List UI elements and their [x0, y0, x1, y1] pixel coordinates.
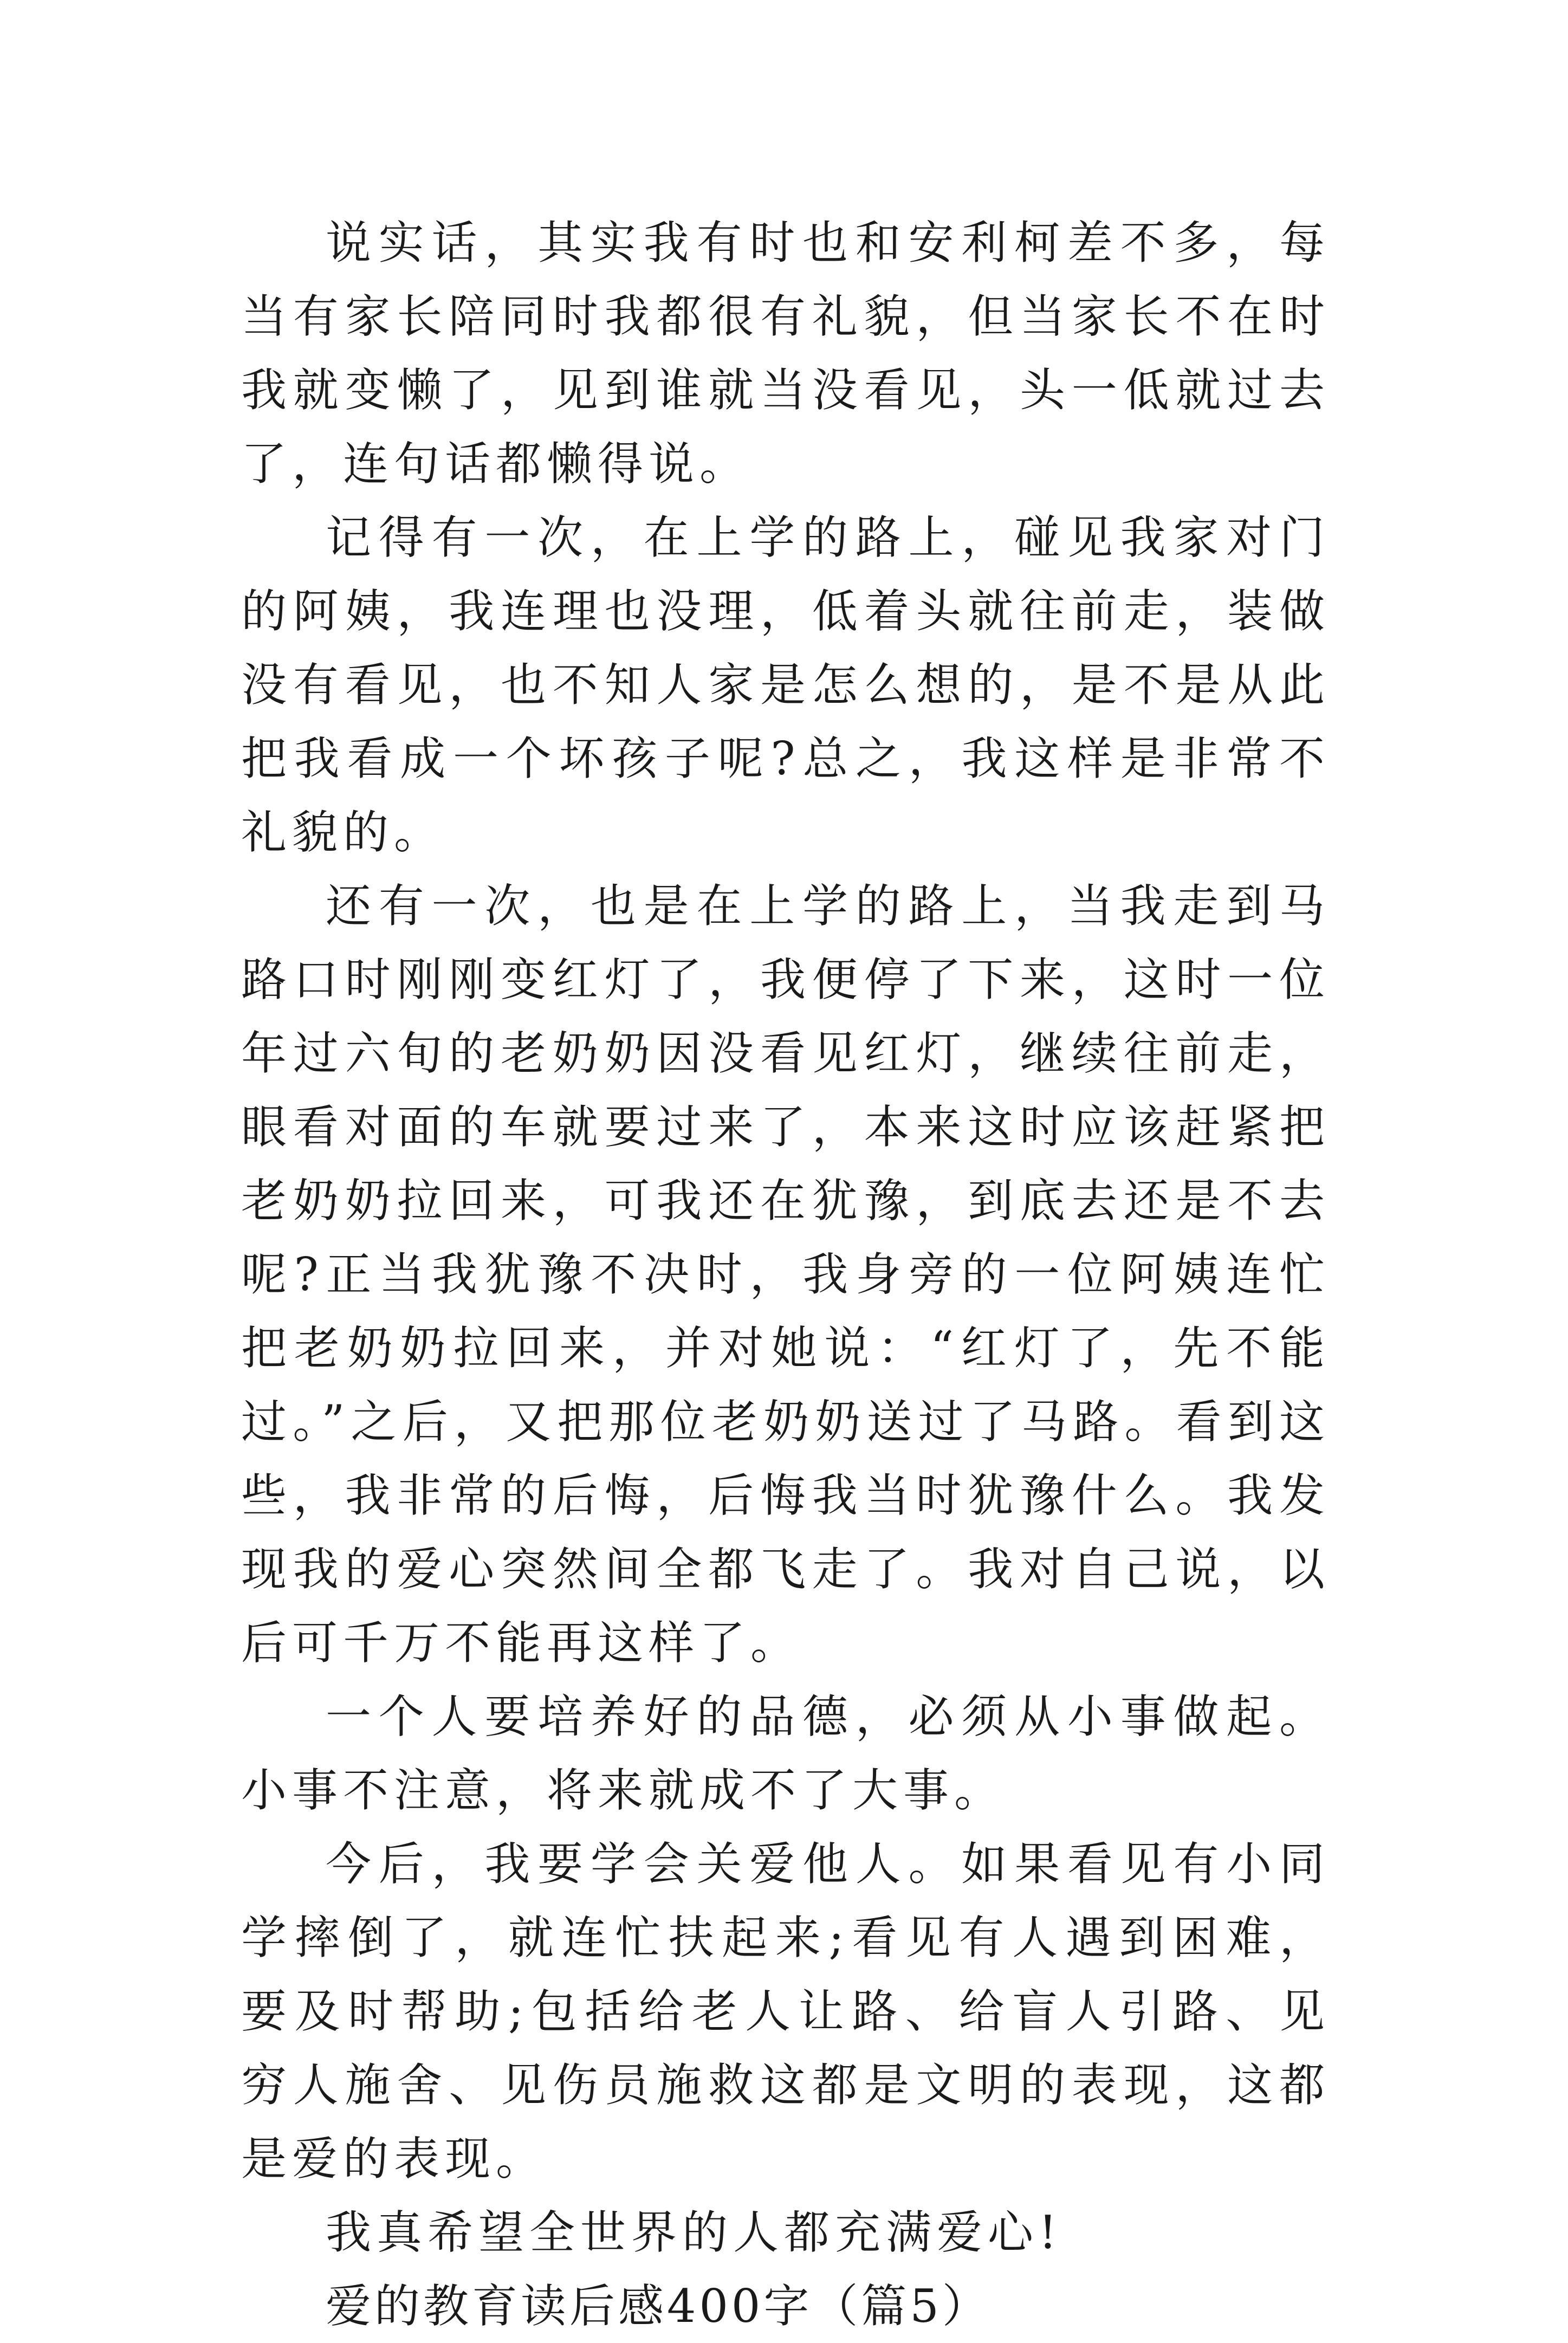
document-body: [241, 206, 1330, 2343]
paragraph-3: 还有一次，也是在上学的路上，当我走到马路口时刚刚变红灯了，我便停了下来，这时一位年过六旬的老奶奶因没看见红灯，继续往前走，眼看对面的车就要过来了，本来这时应该赶紧把老奶奶拉回来，可我还在犹豫，到底去还是不去呢?正当我犹豫不决时，我身旁的一位阿姨连忙把老奶奶拉回来，并对她说：“红灯了，先不能过。”之后，又把那位老奶奶送过了马路。看到这些，我非常的后悔，后悔我当时犹豫什么。我发现我的爱心突然间全都飞走了。我对自己说，以后可千万不能再这样了。: [241, 879, 1330, 1669]
paragraph-2: 记得有一次，在上学的路上，碰见我家对门的阿姨，我连理也没理，低着头就往前走，装做没有看见，也不知人家是怎么想的，是不是从此把我看成一个坏孩子呢?总之，我这样是非常不礼貌的。: [241, 511, 1330, 859]
section-heading: 爱的教育读后感400字（篇5）: [326, 2280, 991, 2333]
paragraph-1: 说实话，其实我有时也和安利柯差不多，每当有家长陪同时我都很有礼貌，但当家长不在时我就变懒了，见到谁就当没看见，头一低就过去了，连句话都懒得说。: [241, 216, 1330, 490]
paragraph-6: 我真希望全世界的人都充满爱心!: [326, 2206, 1062, 2259]
paragraph-4: 一个人要培养好的品德，必须从小事做起。小事不注意，将来就成不了大事。: [241, 1690, 1330, 1817]
paragraph-5: 今后，我要学会关爱他人。如果看见有小同学摔倒了，就连忙扶起来;看见有人遇到困难，要及时帮助;包括给老人让路、给盲人引路、见穷人施舍、见伤员施救这都是文明的表现，这都是爱的表现。: [241, 1837, 1330, 2185]
